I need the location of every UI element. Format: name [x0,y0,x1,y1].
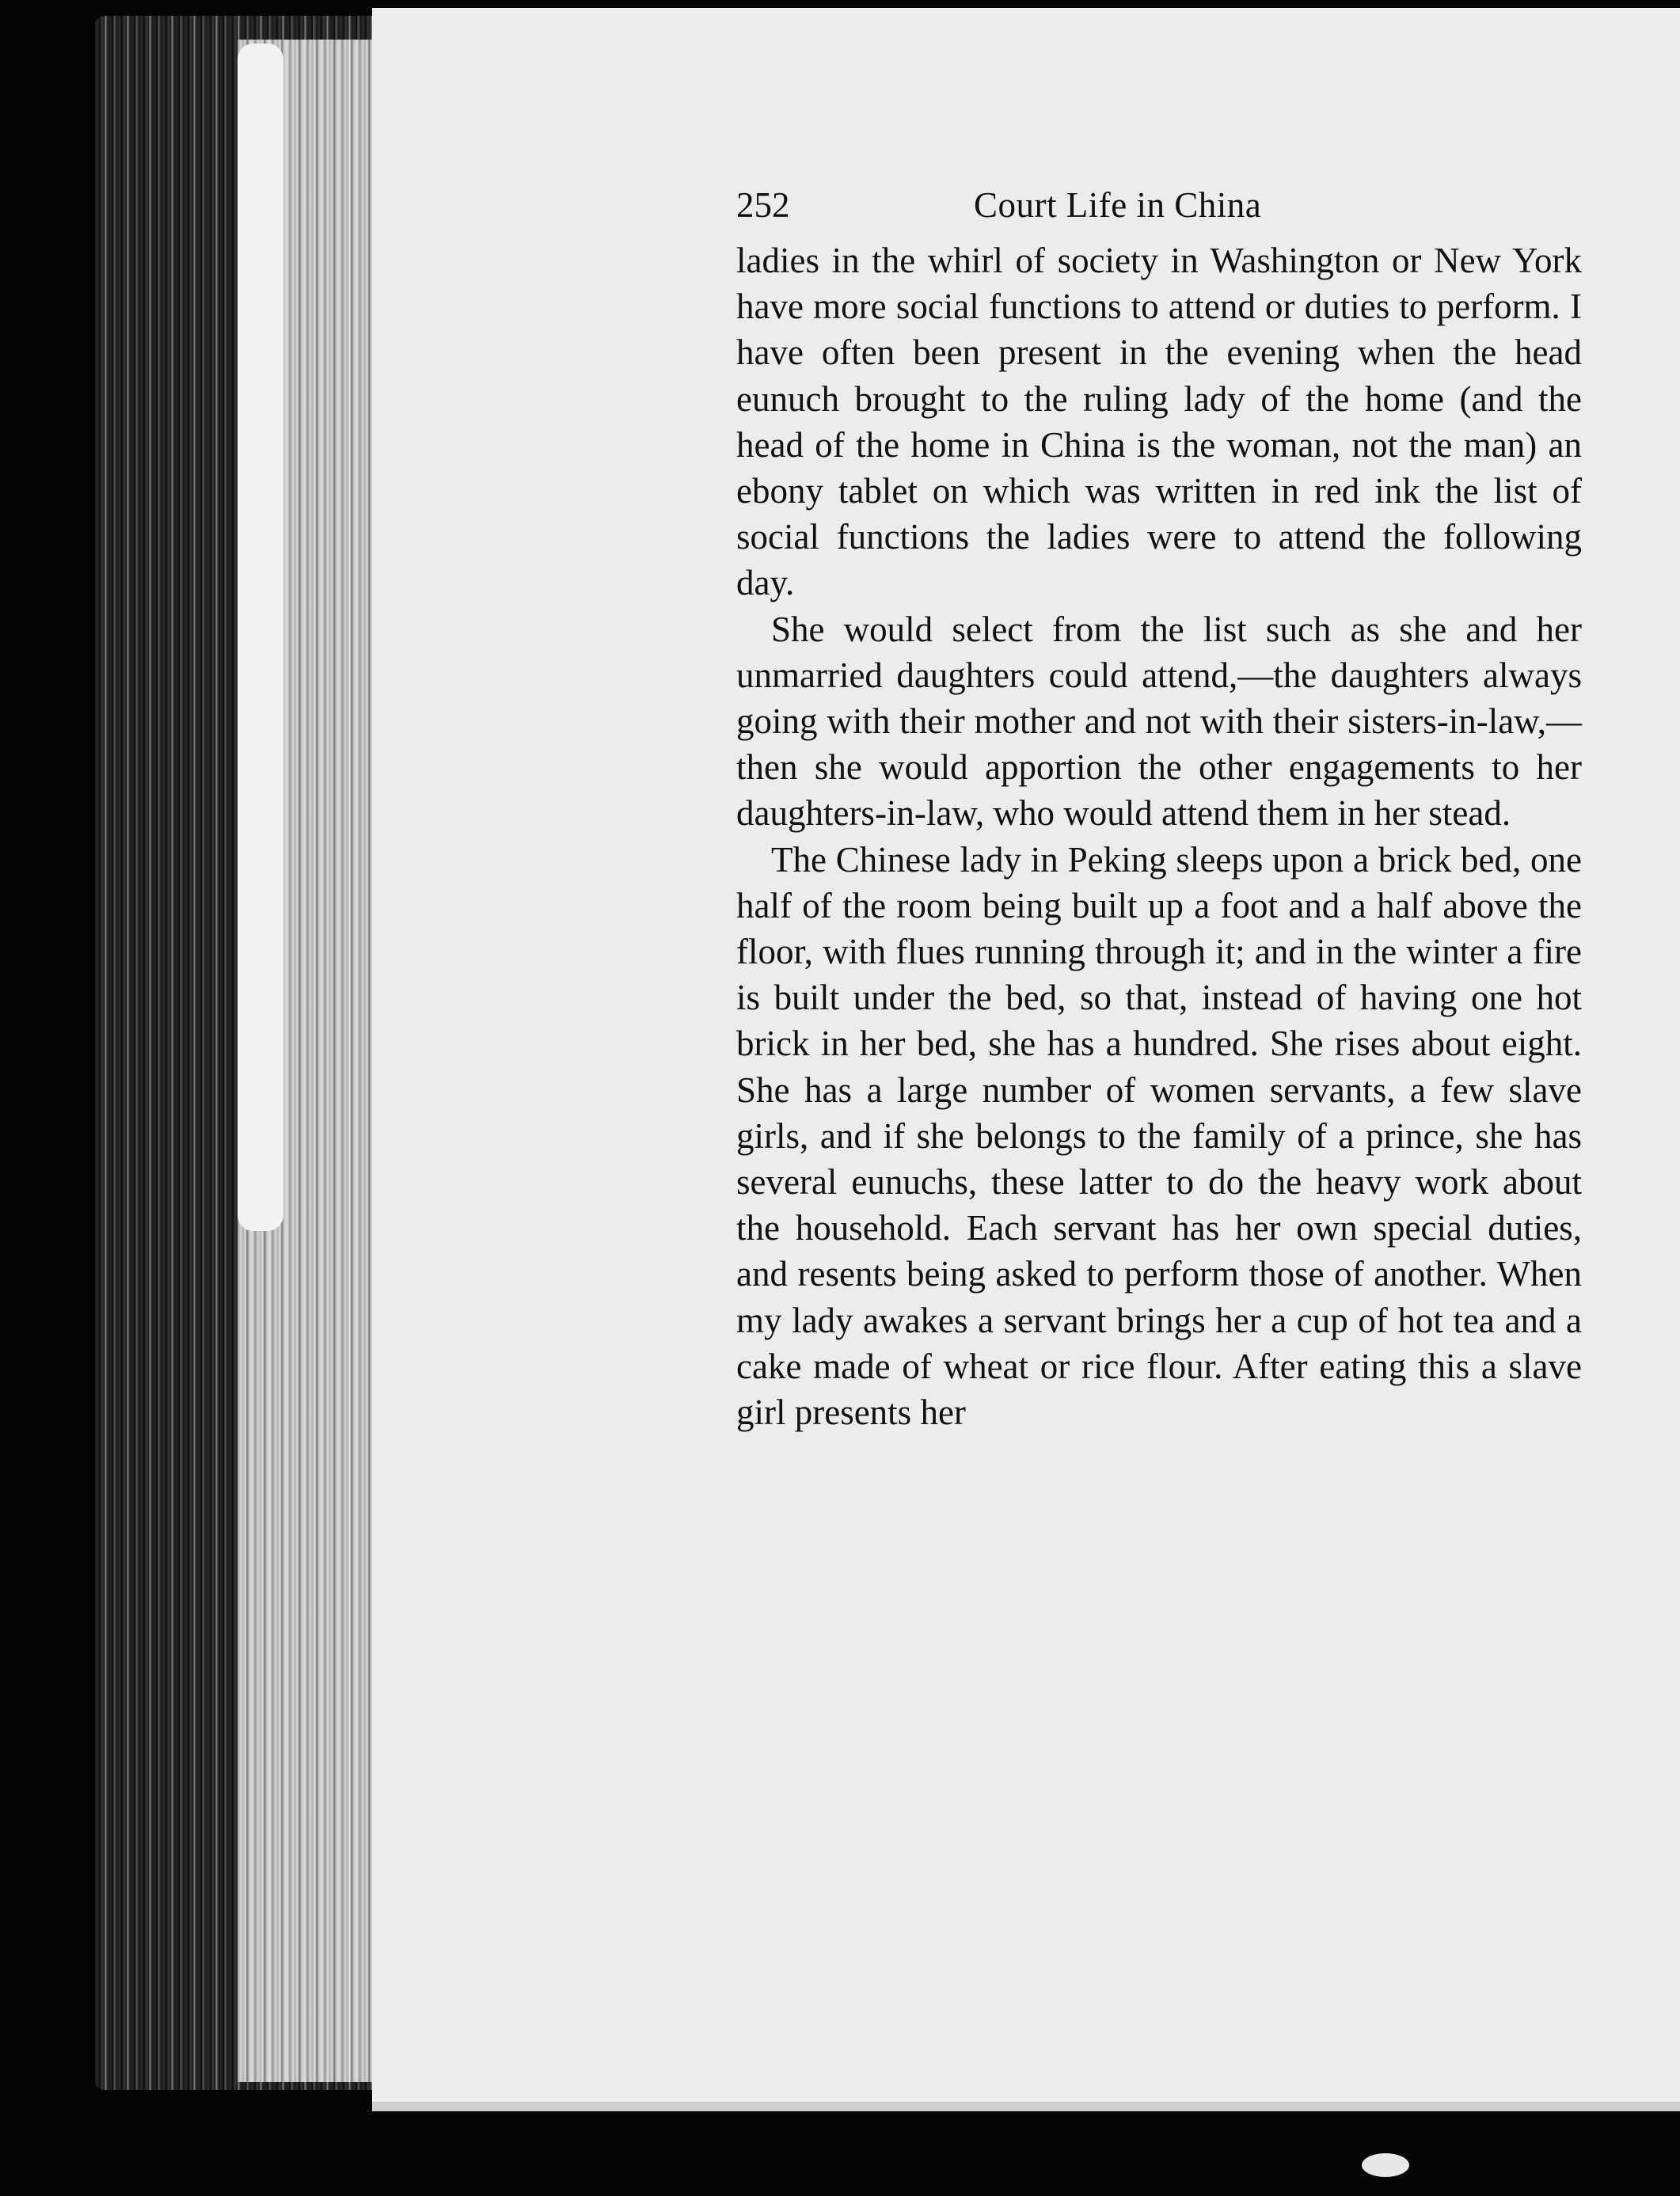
scan-speck [1362,2153,1409,2177]
page-text [736,182,1582,1435]
paragraph-1: ladies in the whirl of society in Washington or New York have more social functions to attend or duties to perform. I have often been present in the evening when the head eunuch brought to the ruling lady of the home (and the head of the home in China is the woman, not the man) an ebony tablet on which was written in red ink the list of social functions the ladies were to attend the following day. [736,241,1582,603]
paragraph-2: She would select from the list such as she and her unmarried daughters could attend,—the daughters always going with their mother and not with their sisters-in-law,—then she would apportion the other engagements to her daughters-in-law, who would attend them in her stead. [736,609,1582,834]
running-head [736,182,1582,237]
paragraph-3: The Chinese lady in Peking sleeps upon a brick bed, one half of the room being built up a foot and a half above the floor, with flues running through it; and in the winter a fire is built under the bed, so that, instead of having one hot brick in her bed, she has a hundred. She rises about eight. She has a large number of women servants, a few slave girls, and if she belongs to the family of a prince, she has several eunuchs, these latter to do the heavy work about the household. Each servant has her own special duties, and resents being asked to perform those of another. When my lady awakes a servant brings her a cup of hot tea and a cake made of wheat or rice flour. After eating this a slave girl presents her [736,839,1582,1433]
book-page-bottom-edge [372,2102,1680,2111]
running-head-title: Court Life in China [974,185,1262,225]
book-edge-strip [238,44,283,1231]
page-number: 252 [736,185,790,225]
